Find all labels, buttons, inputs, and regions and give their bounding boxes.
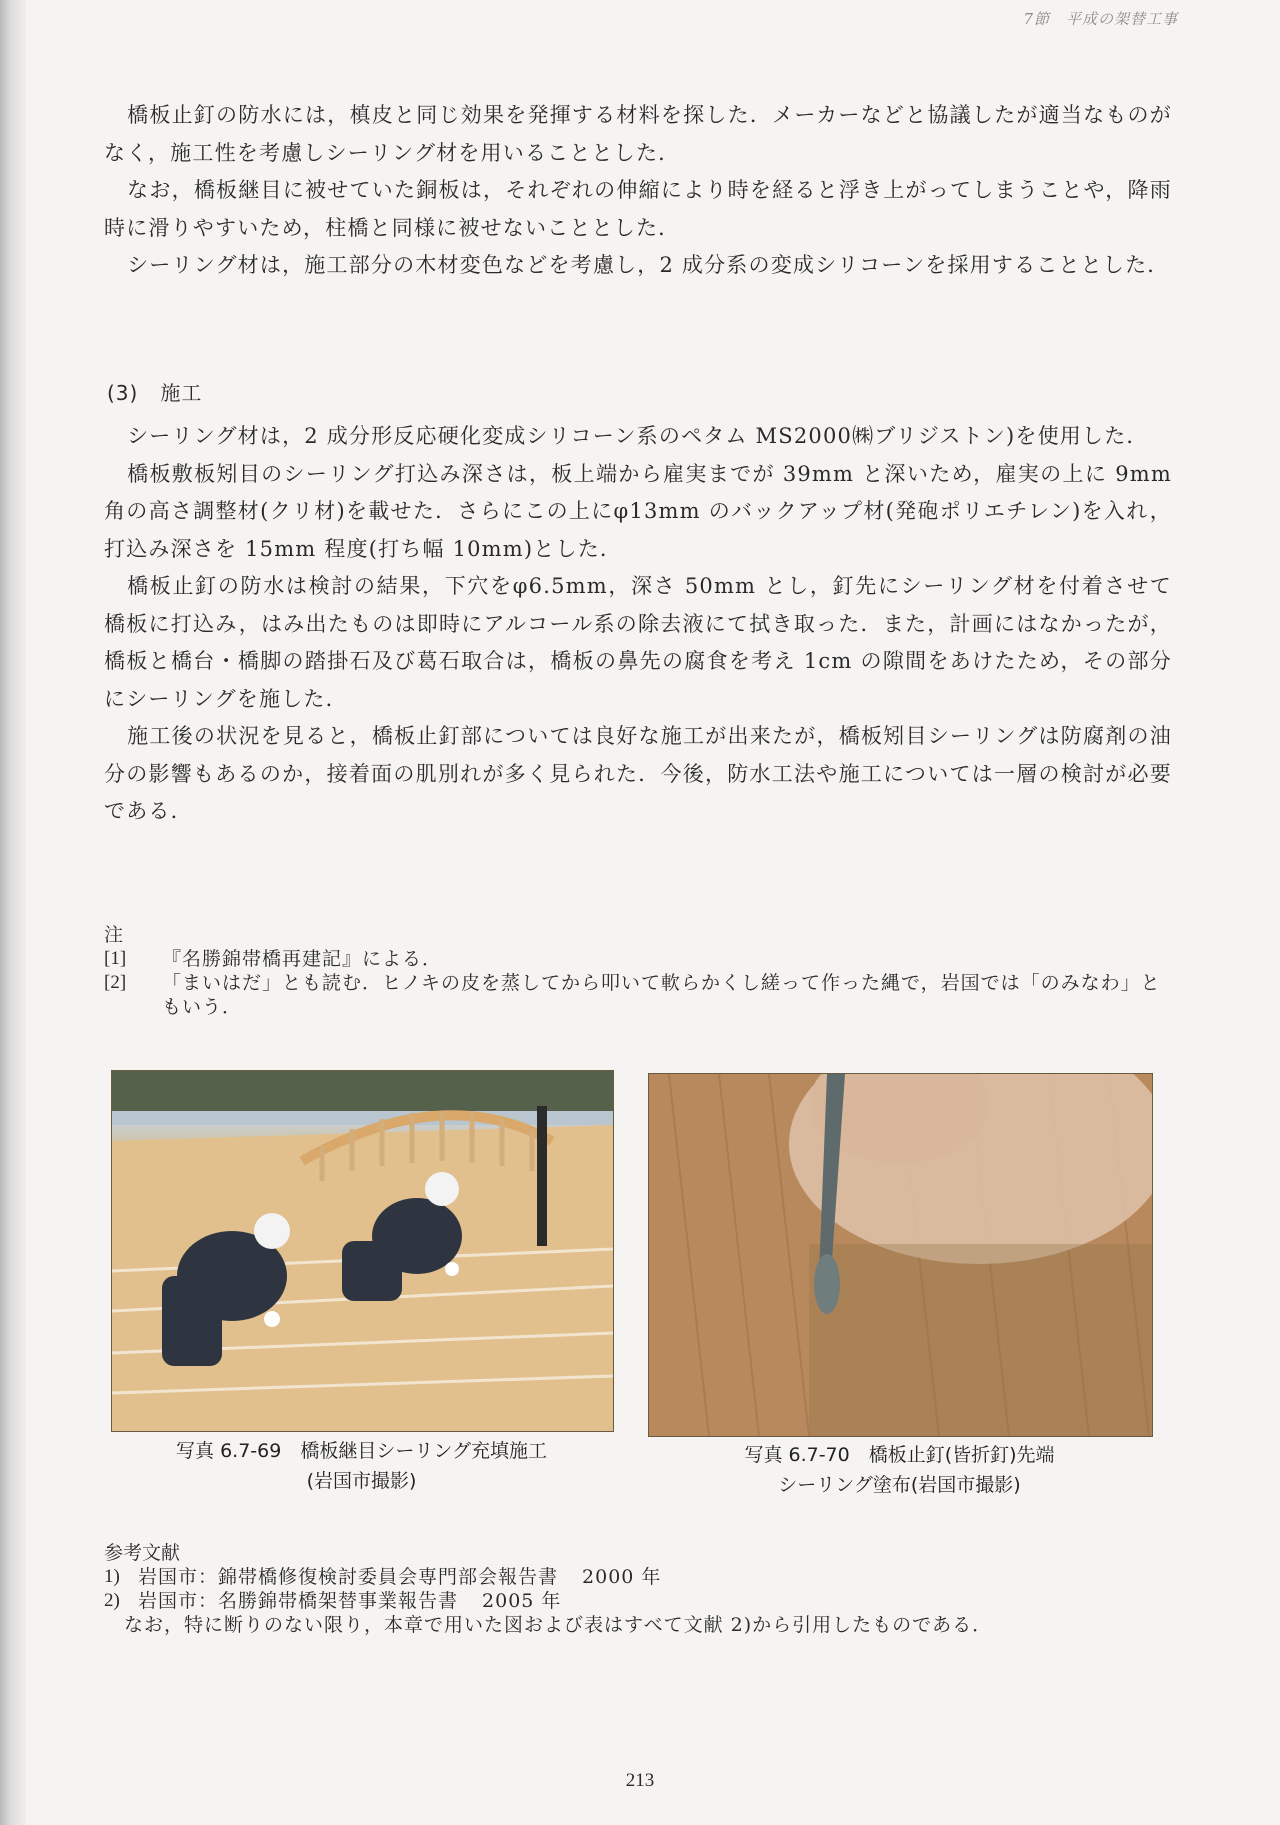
references-remark: なお，特に断りのない限り，本章で用いた図および表はすべて文献 2)から引用したものである．: [124, 1614, 993, 1636]
note-item: [104, 947, 1174, 971]
reference-text: [138, 1565, 661, 1589]
reference-text: [138, 1589, 561, 1613]
photo-illustration: [112, 1071, 613, 1431]
photo-sealing-joints: [111, 1070, 614, 1432]
paragraph: 橋板敷板矧目のシーリング打込み深さは，板上端から雇実までが 39mm と深いため，雇実の上に 9mm 角の高さ調整材(クリ材)を載せた．さらにこの上にφ13mm のバックアップ材(発砲ポリエチレン)を入れ，打込み深さを 15mm 程度(打ち幅 10mm)とした．: [104, 461, 1172, 561]
note-item: [104, 971, 1174, 1019]
notes: [104, 923, 1174, 1019]
reference-item: [104, 1565, 1174, 1589]
note-number: [2]: [104, 972, 127, 993]
section-title: 施工: [160, 381, 203, 405]
reference-number: 2): [104, 1590, 120, 1611]
caption-line: 写真 6.7-69 橋板継目シーリング充填施工: [176, 1440, 547, 1462]
reference-year: 2000 年: [582, 1566, 662, 1588]
reference-title: 岩国市：名勝錦帯橋架替事業報告書: [138, 1590, 459, 1612]
paragraph: 橋板止釘の防水は検討の結果，下穴をφ6.5mm，深さ 50mm とし，釘先にシーリング材を付着させて橋板に打込み，はみ出たものは即時にアルコール系の除去液にて拭き取った．また，計画にはなかったが，橋板と橋台・橋脚の踏掛石及び葛石取合は，橋板の鼻先の腐食を考え 1cm の隙間をあけたため，その部分にシーリングを施した．: [104, 574, 1172, 711]
reference-title: 岩国市：錦帯橋修復検討委員会専門部会報告書: [138, 1566, 559, 1588]
page-binding-edge: [0, 0, 26, 1825]
section-a-body: [104, 97, 1172, 285]
photo-caption: [648, 1440, 1151, 1500]
paragraph: シーリング材は，2 成分形反応硬化変成シリコーン系のペタム MS2000㈱ブリジストン)を使用した．: [127, 424, 1149, 448]
note-text: 『名勝錦帯橋再建記』による．: [162, 948, 443, 970]
photo-nail-sealant: [648, 1073, 1153, 1437]
references: [104, 1541, 1174, 1637]
photo-caption: [111, 1436, 612, 1496]
paragraph: 橋板止釘の防水には，槙皮と同じ効果を発揮する材料を探した．メーカーなどと協議したが適当なものがなく，施工性を考慮しシーリング材を用いることとした．: [104, 103, 1172, 165]
note-text: 「まいはだ」とも読む．ヒノキの皮を蒸してから叩いて軟らかくし縒って作った縄で，岩国では「のみなわ」ともいう．: [162, 972, 1161, 1018]
caption-line: (岩国市撮影): [306, 1470, 417, 1492]
running-header: 7節 平成の架替工事: [1023, 10, 1178, 28]
caption-line: 写真 6.7-70 橋板止釘(皆折釘)先端: [744, 1444, 1055, 1466]
paragraph: 施工後の状況を見ると，橋板止釘部については良好な施工が出来たが，橋板矧目シーリングは防腐剤の油分の影響もあるのか，接着面の肌別れが多く見られた．今後，防水工法や施工については一層の検討が必要である．: [104, 724, 1172, 823]
section-number: (3): [107, 381, 139, 405]
section-heading: [107, 377, 202, 406]
notes-heading: 注: [104, 924, 124, 946]
caption-line: シーリング塗布(岩国市撮影): [778, 1474, 1021, 1496]
references-heading: 参考文献: [104, 1542, 181, 1564]
reference-year: 2005 年: [482, 1590, 562, 1612]
paragraph: なお，橋板継目に被せていた銅板は，それぞれの伸縮により時を経ると浮き上がってしまうことや，降雨時に滑りやすいため，柱橋と同様に被せないこととした．: [104, 178, 1172, 240]
photo-illustration: [649, 1074, 1152, 1436]
paragraph: シーリング材は，施工部分の木材変色などを考慮し，2 成分系の変成シリコーンを採用することとした．: [127, 253, 1170, 277]
reference-number: 1): [104, 1566, 120, 1587]
note-number: [1]: [104, 948, 127, 969]
reference-item: [104, 1589, 1174, 1613]
section-b-body: [104, 418, 1172, 831]
page-number: 213: [625, 1770, 655, 1791]
